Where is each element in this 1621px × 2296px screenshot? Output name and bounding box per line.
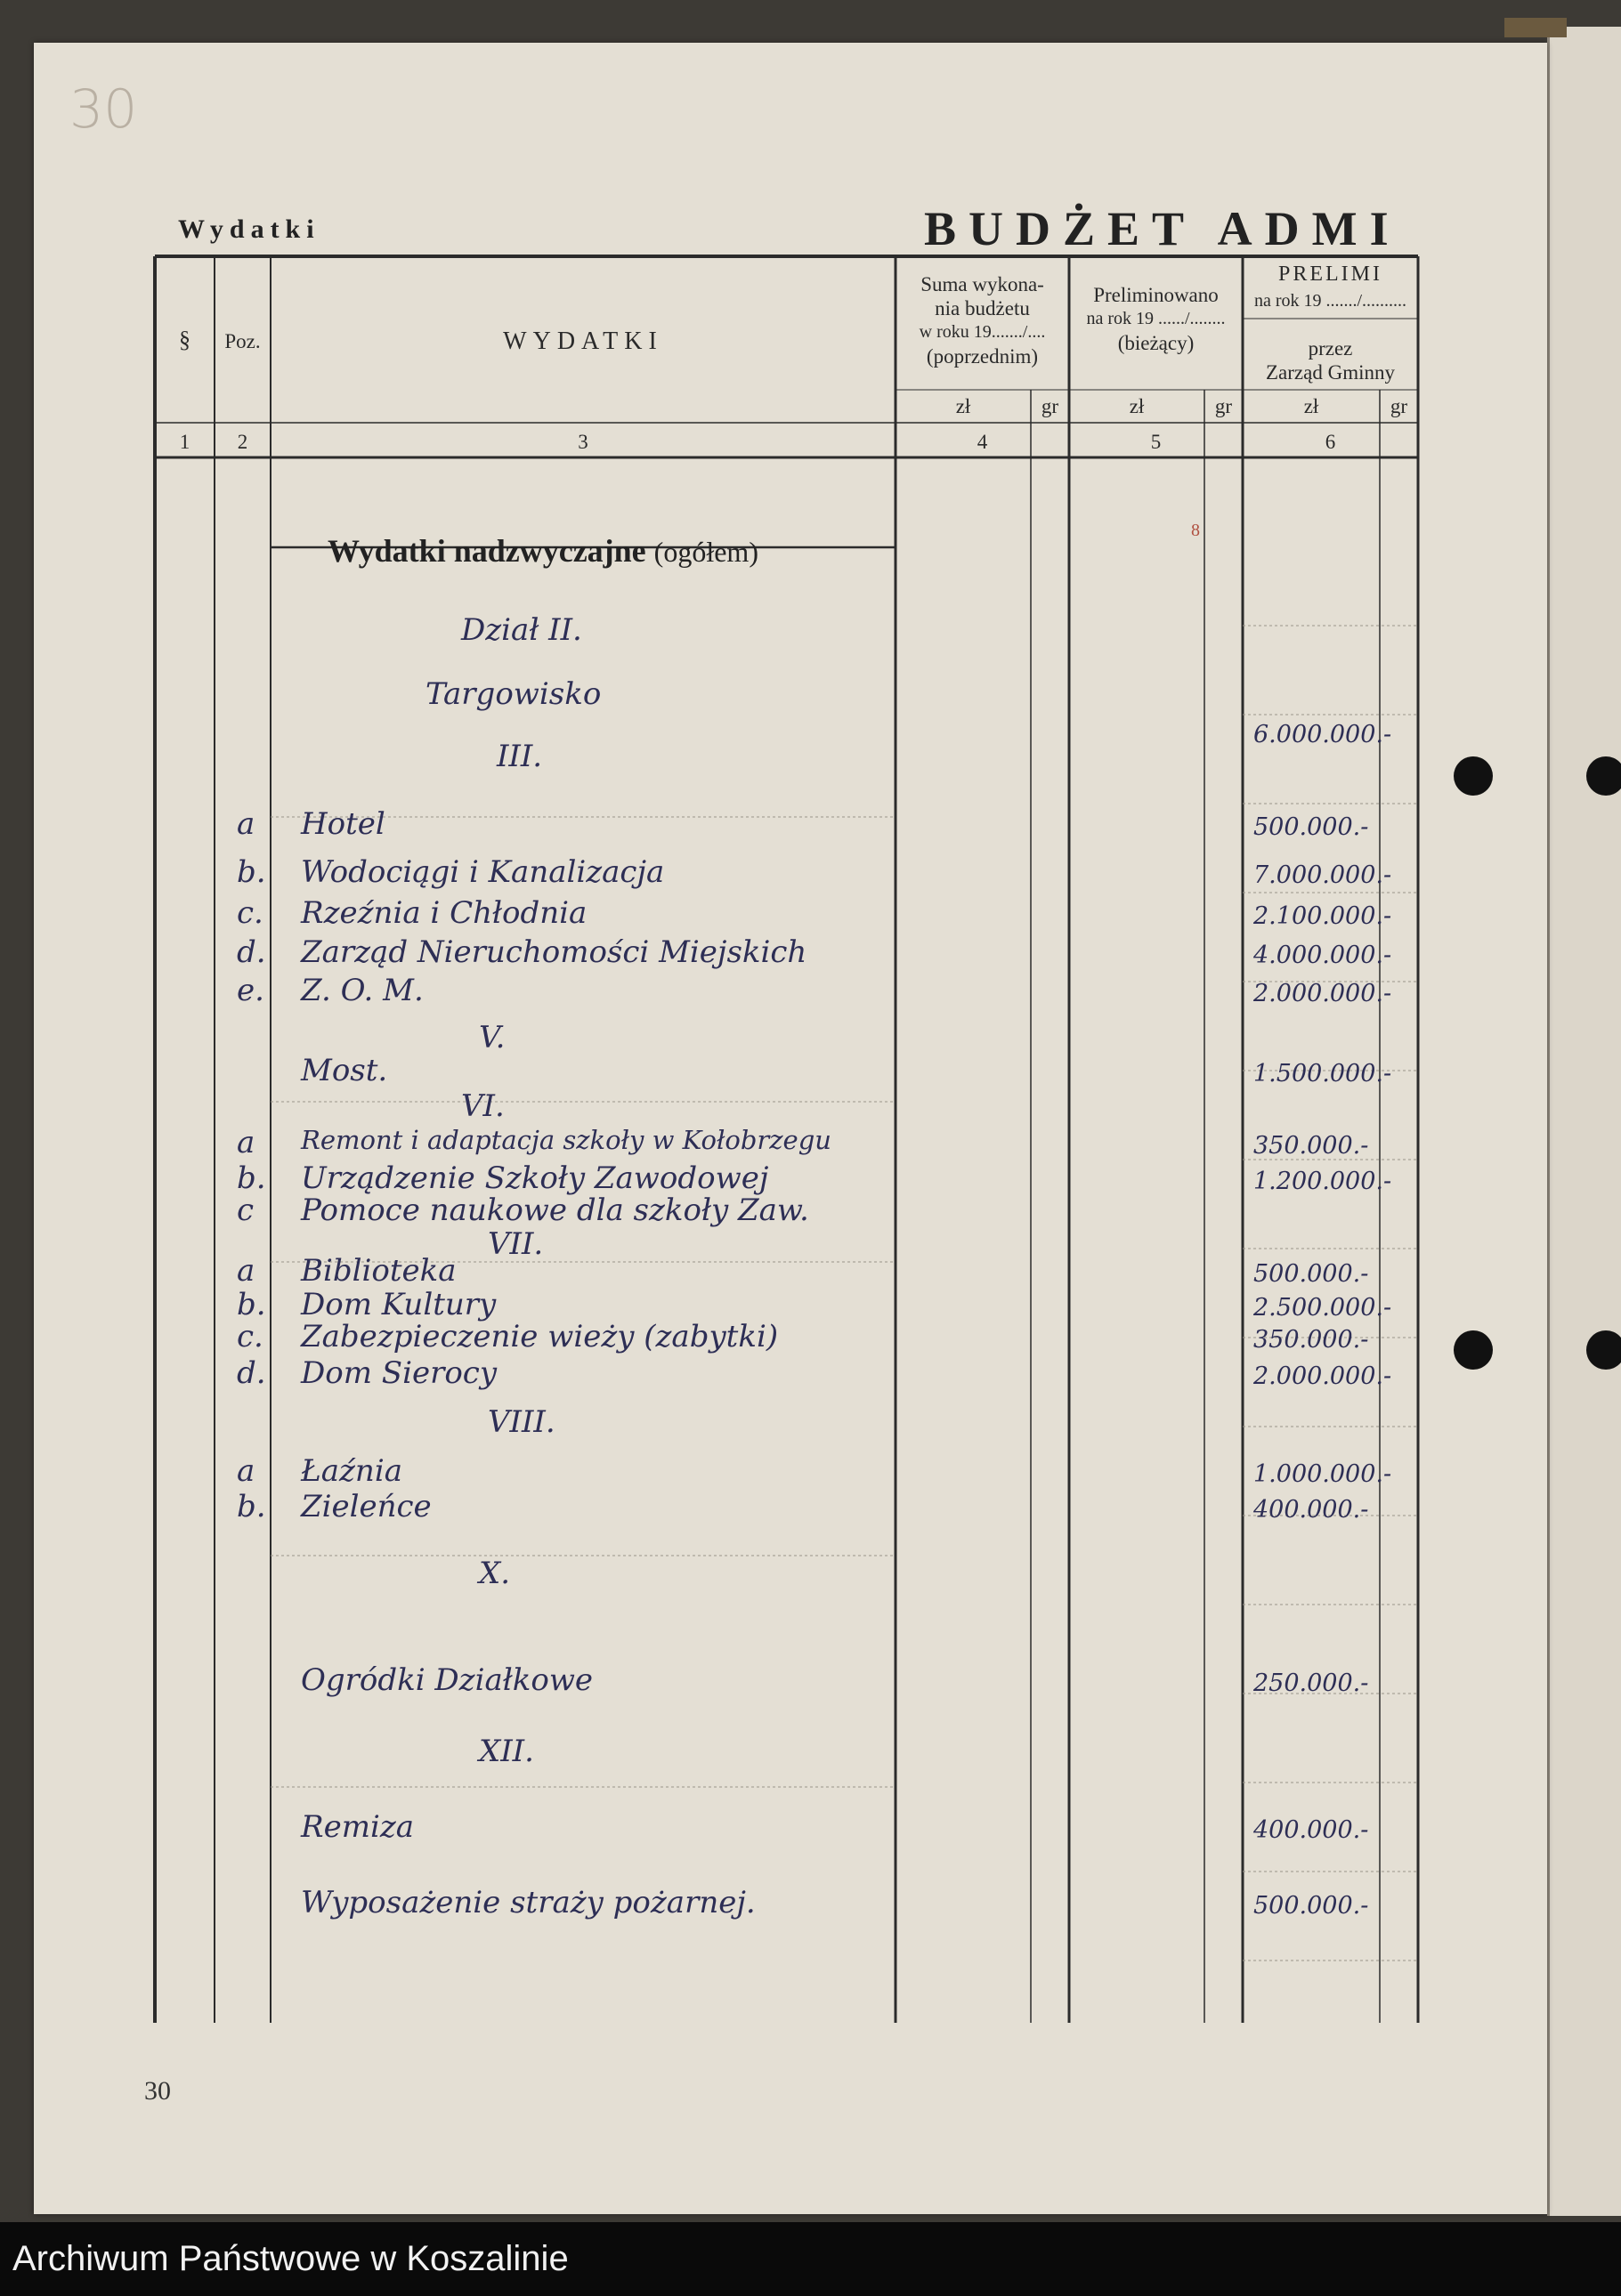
section-title-suffix: (ogółem) <box>653 536 758 568</box>
header-prelim-sub-line-1: przez <box>1308 337 1353 360</box>
entry-amount: 500.000.- <box>1253 1260 1369 1288</box>
entry-description: Wodociągi i Kanalizacja <box>301 854 665 890</box>
document-page <box>34 43 1547 2214</box>
entry-part-heading: XII. <box>479 1734 534 1769</box>
entry-amount: 2.000.000.- <box>1253 980 1392 1007</box>
entry-label: e. <box>237 973 264 1008</box>
entry-amount: 1.500.000.- <box>1253 1060 1392 1087</box>
entry-part-heading: VII. <box>488 1226 544 1262</box>
header-execution-line-2: nia budżetu <box>935 297 1030 319</box>
red-pencil-mark: 8 <box>1191 521 1200 540</box>
entry-amount: 250.000.- <box>1253 1669 1369 1697</box>
entry-description: Remont i adaptacja szkoły w Kołobrzegu <box>301 1125 831 1155</box>
unit-gr-6: gr <box>1390 395 1408 417</box>
entry-part-heading: V. <box>479 1020 506 1055</box>
entry-part-heading: VI. <box>461 1088 505 1124</box>
entry-label: c. <box>237 895 263 931</box>
entry-description: Rzeźnia i Chłodnia <box>301 895 588 931</box>
entry-label: c. <box>237 1319 263 1354</box>
header-planned <box>1069 283 1243 355</box>
header-section-symbol: § <box>179 327 190 352</box>
entry-amount: 400.000.- <box>1253 1816 1369 1844</box>
entry-label: b. <box>237 1160 266 1196</box>
unit-gr-4: gr <box>1041 395 1059 417</box>
adjacent-page <box>1547 27 1621 2216</box>
entry-amount: 6.000.000.- <box>1253 721 1392 748</box>
unit-zl-6: zł <box>1303 395 1319 417</box>
entry-description: Hotel <box>301 806 385 842</box>
entry-description: Dom Kultury <box>301 1287 497 1322</box>
binding-strip <box>1504 18 1567 37</box>
entry-amount: 2.100.000.- <box>1253 902 1392 930</box>
entry-description: Dom Sierocy <box>301 1355 498 1391</box>
section-title <box>328 532 758 570</box>
col-number-6: 6 <box>1325 431 1336 453</box>
entry-description: Pomoce naukowe dla szkoły Zaw. <box>301 1192 809 1228</box>
entry-amount: 500.000.- <box>1253 1892 1369 1920</box>
header-execution-line-4: (poprzednim) <box>926 345 1039 368</box>
entry-description: Ogródki Działkowe <box>301 1662 594 1698</box>
printed-page-number: 30 <box>144 2076 171 2106</box>
entry-amount: 1.000.000.- <box>1253 1460 1392 1488</box>
header-planned-line-3: (bieżący) <box>1117 332 1195 354</box>
section-title-main: Wydatki nadzwyczajne <box>328 533 646 569</box>
entry-amount: 350.000.- <box>1253 1132 1369 1160</box>
entry-label: b. <box>237 1489 266 1524</box>
entry-description: Zarząd Nieruchomości Miejskich <box>301 934 807 970</box>
header-execution-line-3: w roku 19......./.... <box>919 322 1046 342</box>
entry-description: Z. O. M. <box>301 973 424 1008</box>
entry-part-heading: X. <box>479 1556 511 1591</box>
header-planned-line-2: na rok 19 ....../........ <box>1086 309 1226 328</box>
header-right: BUDŻET ADMI <box>924 202 1401 255</box>
entry-amount: 350.000.- <box>1253 1326 1369 1354</box>
unit-zl-4: zł <box>955 395 971 417</box>
entry-label: d. <box>237 1355 266 1391</box>
header-prelim-year: na rok 19 ......./.......... <box>1253 291 1407 311</box>
entry-description: Biblioteka <box>301 1253 457 1289</box>
punch-hole <box>1586 1330 1621 1370</box>
header-planned-line-1: Preliminowano <box>1093 284 1219 306</box>
col-number-1: 1 <box>179 431 190 453</box>
header-execution-line-1: Suma wykona- <box>920 273 1044 295</box>
entry-description: Targowisko <box>426 676 602 712</box>
unit-gr-5: gr <box>1214 395 1233 417</box>
col-number-4: 4 <box>977 431 988 453</box>
punch-hole <box>1454 1330 1493 1370</box>
punch-hole <box>1454 756 1493 796</box>
header-prelim-sub <box>1243 336 1418 384</box>
entry-description: Łaźnia <box>301 1453 402 1489</box>
entry-amount: 400.000.- <box>1253 1496 1369 1524</box>
entry-label: b. <box>237 1287 266 1322</box>
entry-amount: 500.000.- <box>1253 813 1369 841</box>
entry-amount: 7.000.000.- <box>1253 861 1392 889</box>
header-expenses: WYDATKI <box>503 327 663 355</box>
header-prelim-sub-line-2: Zarząd Gminny <box>1266 361 1395 384</box>
entry-label: a <box>237 1453 255 1489</box>
entry-amount: 2.000.000.- <box>1253 1362 1392 1390</box>
header-prelim-top: PRELIMI <box>1278 263 1382 286</box>
entry-description: Zabezpieczenie wieży (zabytki) <box>301 1319 779 1354</box>
entry-label: a <box>237 1125 255 1160</box>
entry-label: b. <box>237 854 266 890</box>
entry-part-heading: Dział II. <box>461 612 582 648</box>
entry-description: Most. <box>301 1053 388 1088</box>
col-number-3: 3 <box>578 431 588 453</box>
entry-label: c <box>237 1192 255 1228</box>
entry-label: a <box>237 806 255 842</box>
header-position: Poz. <box>224 330 261 352</box>
entry-part-heading: III. <box>497 739 543 774</box>
entry-label: d. <box>237 934 266 970</box>
entry-description: Zieleńce <box>301 1489 432 1524</box>
header-left: Wydatki <box>178 214 320 244</box>
col-number-5: 5 <box>1150 431 1162 453</box>
entry-part-heading: VIII. <box>488 1404 555 1440</box>
entry-description: Urządzenie Szkoły Zawodowej <box>301 1160 769 1196</box>
entry-amount: 4.000.000.- <box>1253 942 1392 969</box>
entry-description: Remiza <box>301 1809 415 1845</box>
entry-label: a <box>237 1253 255 1289</box>
archive-footer: Archiwum Państwowe w Koszalinie <box>0 2222 1621 2296</box>
entry-description: Wyposażenie straży pożarnej. <box>301 1885 756 1920</box>
header-execution <box>896 272 1069 368</box>
punch-hole <box>1586 756 1621 796</box>
unit-zl-5: zł <box>1129 395 1145 417</box>
entry-amount: 1.200.000.- <box>1253 1168 1392 1195</box>
entry-amount: 2.500.000.- <box>1253 1294 1392 1322</box>
col-number-2: 2 <box>237 431 248 453</box>
pencil-page-number: 30 <box>69 78 138 141</box>
